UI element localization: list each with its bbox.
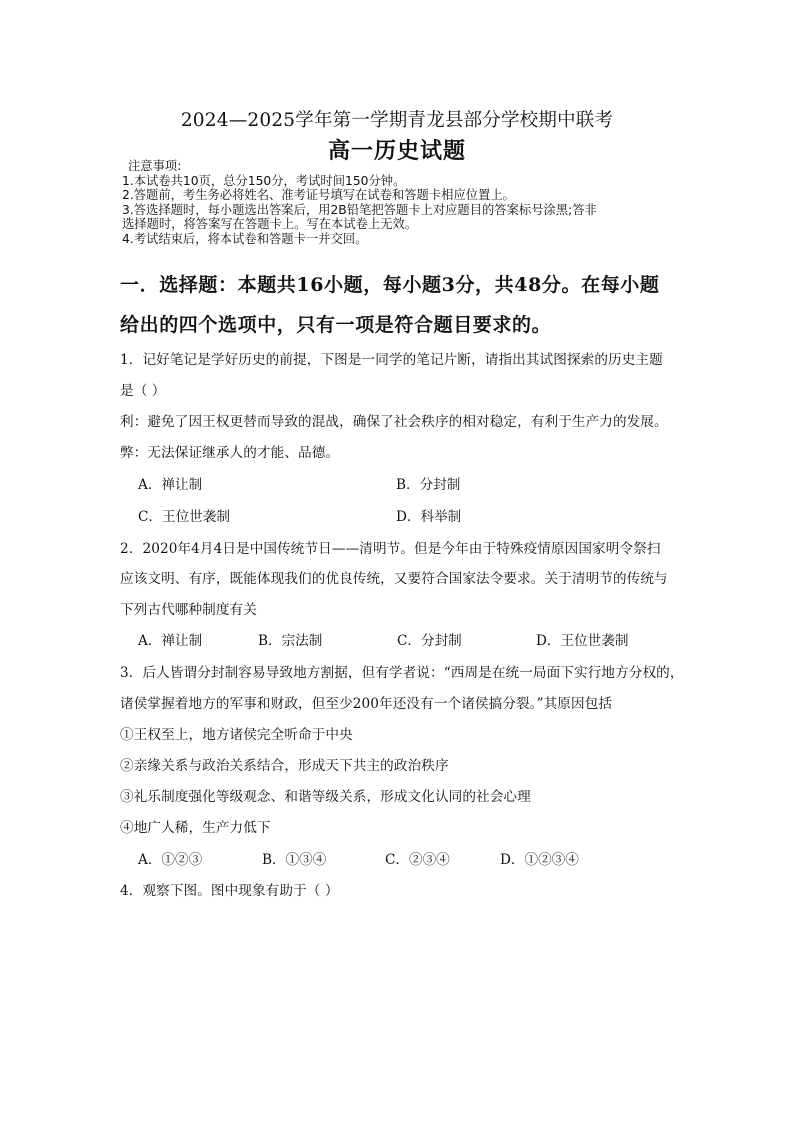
q2-stem-cont: 应该文明、有序，既能体现我们的优良传统，又要符合国家法令要求。关于清明节的传统与 <box>120 571 668 587</box>
q2-option-d: D．王位世袭制 <box>536 633 629 649</box>
q1-stem: 1．记好笔记是学好历史的前提，下图是一同学的笔记片断，请指出其试图探索的历史主题 <box>120 352 663 368</box>
q3-item: ①王权至上，地方诸侯完全听命于中央 <box>120 727 353 743</box>
q3-item: ③礼乐制度强化等级观念、和谐等级关系，形成文化认同的社会心理 <box>120 789 531 805</box>
q2-stem-cont: 下列古代哪种制度有关 <box>120 602 257 618</box>
q2-option-a: A．禅让制 <box>138 633 203 649</box>
section-heading-line2: 给出的四个选项中，只有一项是符合题目要求的。 <box>120 314 552 336</box>
notes-item: 1.本试卷共10页，总分150分，考试时间150分钟。 <box>122 173 406 188</box>
notes-item: 4.考试结束后，将本试卷和答题卡一并交回。 <box>122 231 368 246</box>
q2-option-b: B．宗法制 <box>258 633 323 649</box>
q4-stem: 4．观察下图。图中现象有助于（ ） <box>120 883 339 899</box>
notes-item: 3.答选择题时，每小题选出答案后，用2B铅笔把答题卡上对应题目的答案标号涂黑;答非 <box>122 202 597 217</box>
q1-option-c: C．王位世袭制 <box>138 509 230 525</box>
exam-title: 2024—2025学年第一学期青龙县部分学校期中联考 <box>180 110 614 131</box>
notes-item: 2.答题前，考生务必将姓名、准考证号填写在试卷和答题卡相应位置上。 <box>122 188 515 202</box>
q3-option-d: D．①②③④ <box>500 852 579 868</box>
q3-option-b: B．①③④ <box>262 852 327 868</box>
q2-stem: 2．2020年4月4日是中国传统节日——清明节。但是今年由于特殊疫情原因国家明令祭扫 <box>120 541 661 557</box>
q3-item: ②亲缘关系与政治关系结合，形成天下共主的政治秩序 <box>120 758 449 774</box>
q1-note-con: 弊：无法保证继承人的才能、品德。 <box>120 445 340 461</box>
q1-note-pro: 利：避免了因王权更替而导致的混战，确保了社会秩序的相对稳定，有利于生产力的发展。 <box>120 414 668 430</box>
q3-stem: 3．后人皆谓分封制容易导致地方割据，但有学者说：“西周是在统一局面下实行地方分权的， <box>120 665 684 681</box>
q3-option-c: C．②③④ <box>385 852 450 868</box>
q1-option-d: D．科举制 <box>396 509 462 525</box>
q1-stem-cont: 是（ ） <box>120 383 166 399</box>
section-heading-line1: 一．选择题：本题共16小题，每小题3分，共48分。在每小题 <box>120 274 660 296</box>
notes-block <box>122 159 687 246</box>
subject-title: 高一历史试题 <box>327 138 466 164</box>
q3-option-a: A．①②③ <box>138 852 203 868</box>
q1-option-a: A．禅让制 <box>138 477 203 493</box>
q3-stem-cont: 诸侯掌握着地方的军事和财政，但至少200年还没有一个诸侯搞分裂。”其原因包括 <box>120 696 613 712</box>
notes-item: 选择题时，将答案写在答题卡上。写在本试卷上无效。 <box>122 217 418 231</box>
q1-option-b: B．分封制 <box>396 477 461 493</box>
q3-item: ④地广人稀，生产力低下 <box>120 820 271 836</box>
q2-option-c: C．分封制 <box>397 633 462 649</box>
notes-heading: 注意事项: <box>128 159 182 173</box>
